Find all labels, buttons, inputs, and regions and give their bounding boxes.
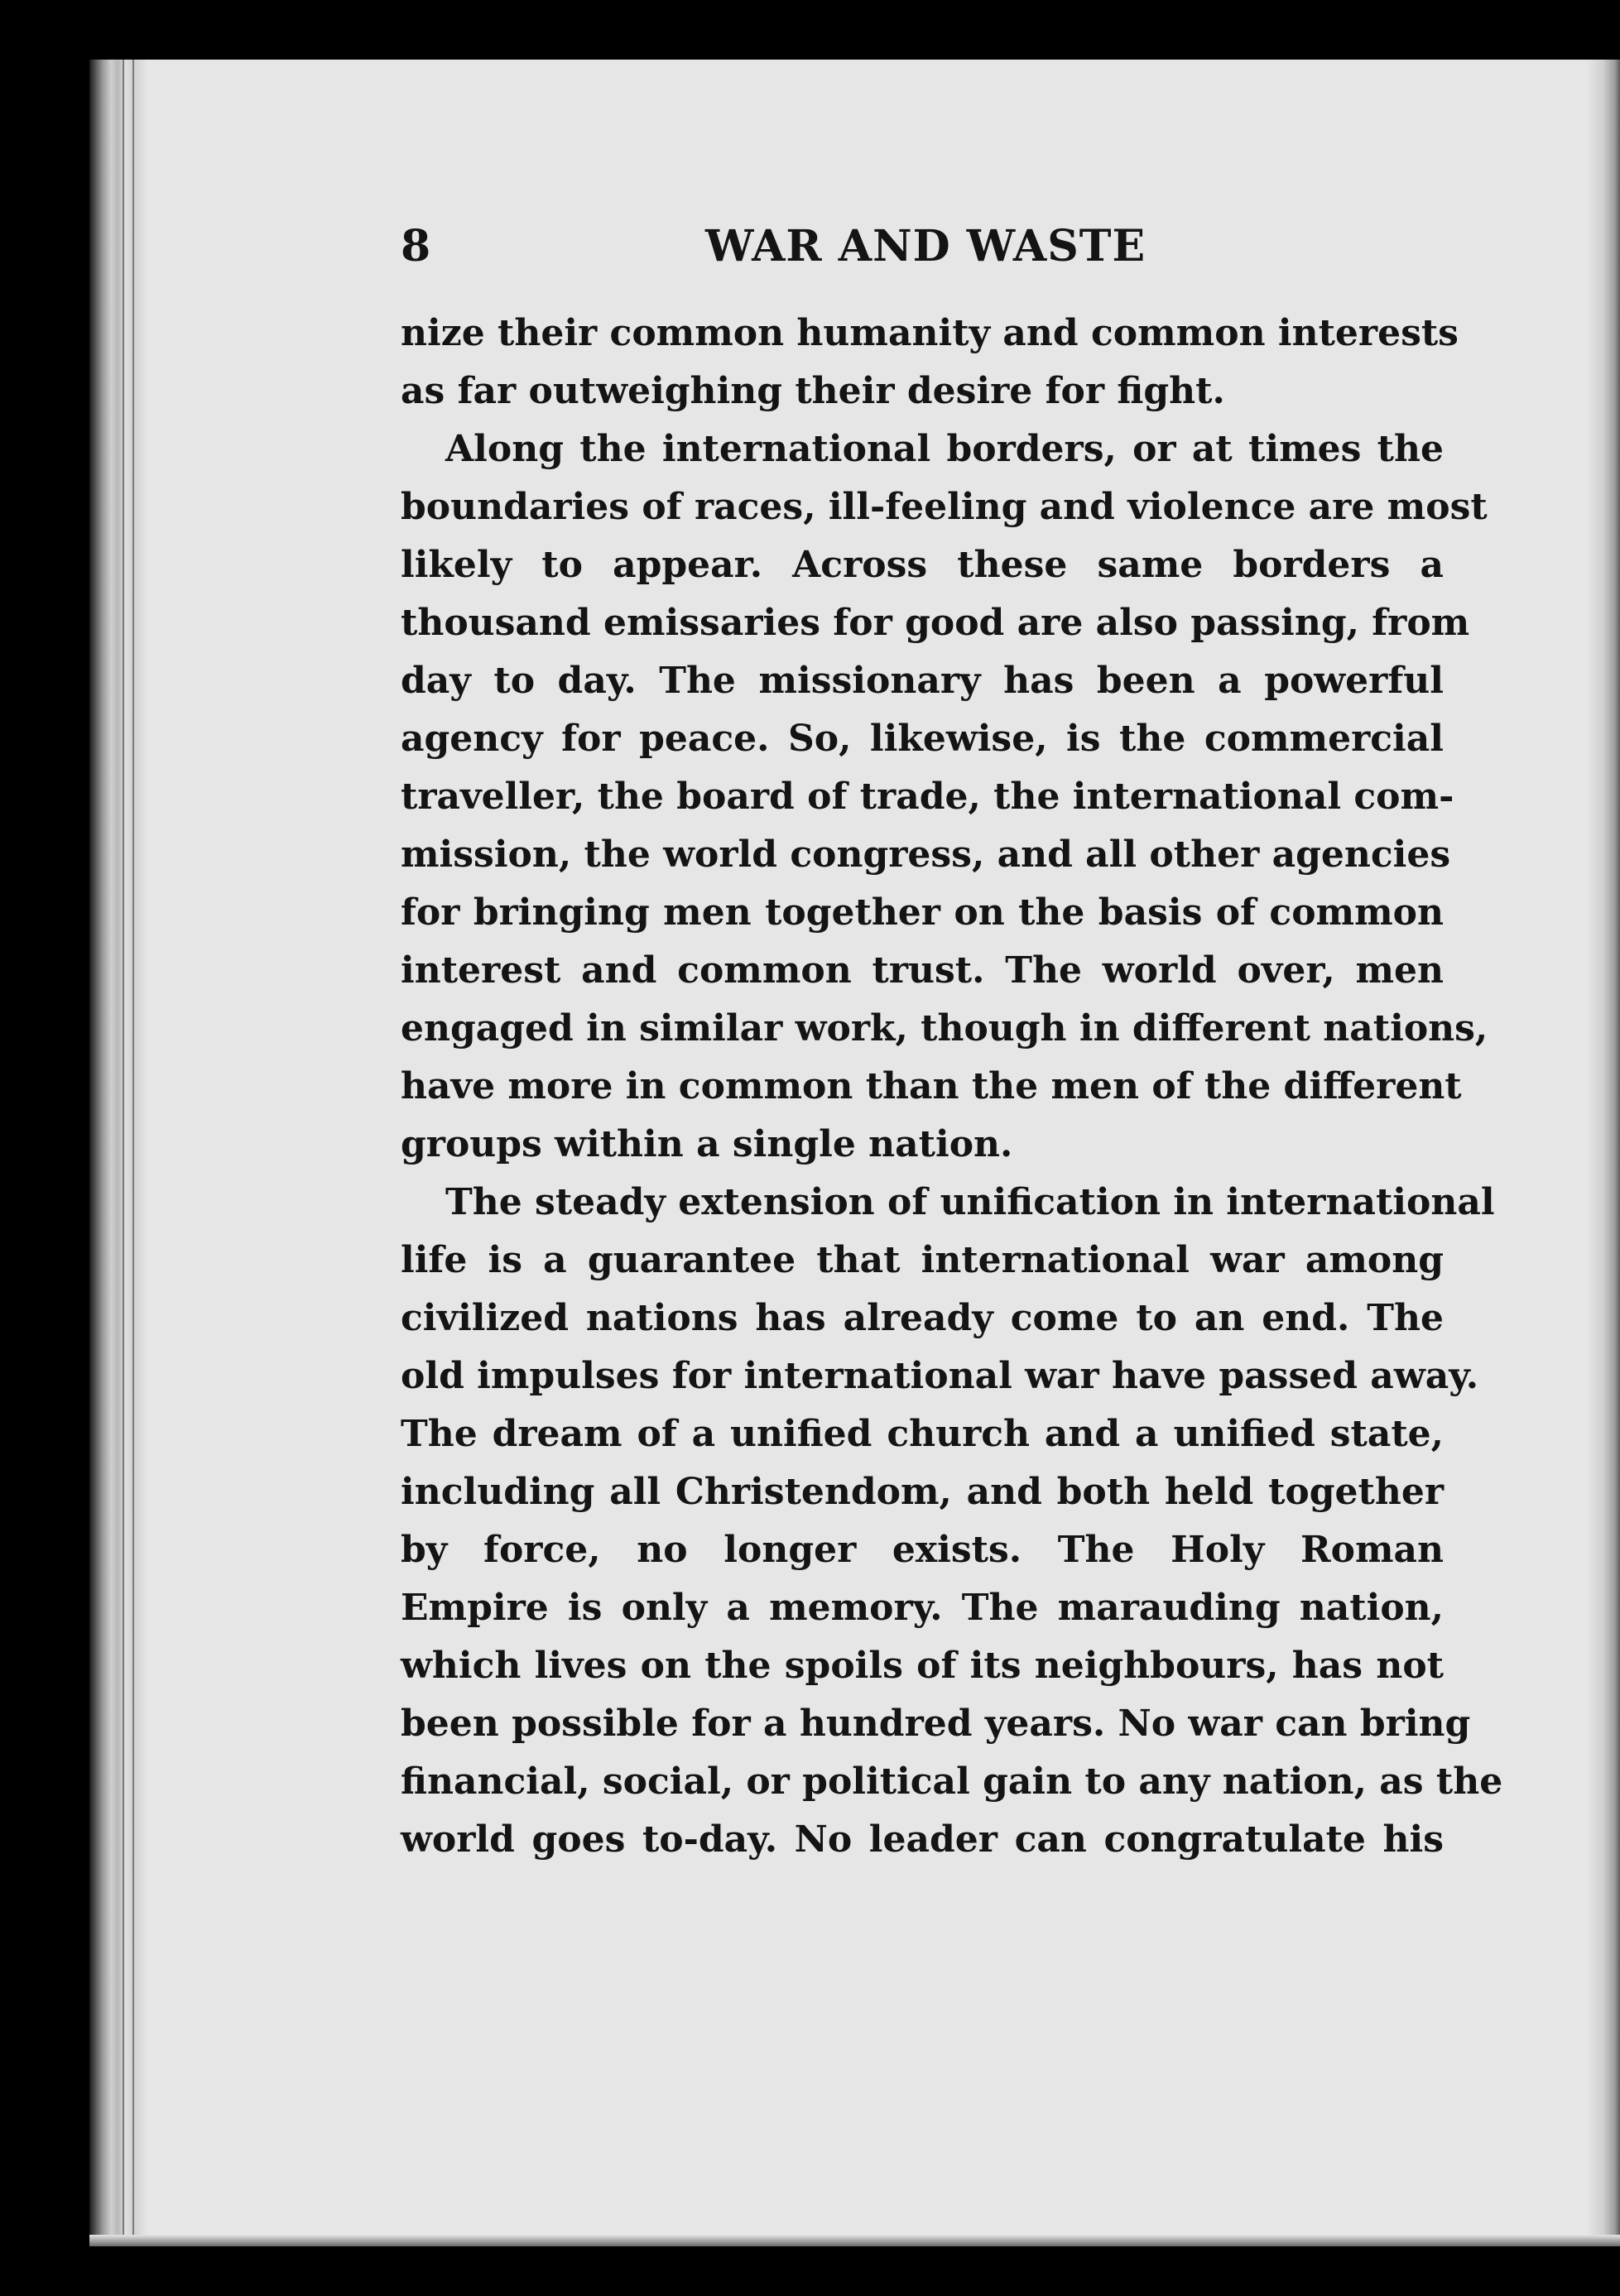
text-line: civilized nations has already come to an end. The: [401, 1297, 1444, 1339]
page-right-edge: [1587, 60, 1620, 2246]
page-bottom-edge: [89, 2235, 1620, 2246]
paragraph: [401, 420, 1488, 1174]
text-line: have more in common than the men of the different: [401, 1065, 1462, 1107]
page-number: 8: [401, 221, 431, 271]
text-line: for bringing men together on the basis of common: [401, 891, 1444, 934]
text-line: financial, social, or political gain to any nation, as the: [401, 1760, 1503, 1803]
text-line: life is a guarantee that international war among: [401, 1239, 1444, 1281]
page-binding-edge: [89, 60, 147, 2246]
text-line: The steady extension of unification in international: [445, 1181, 1495, 1223]
text-line: engaged in similar work, though in different nations,: [401, 1007, 1488, 1050]
text-line: including all Christendom, and both held together: [401, 1471, 1444, 1513]
paragraph: [401, 1174, 1503, 1869]
text-line: day to day. The missionary has been a powerful: [401, 660, 1444, 702]
text-line: interest and common trust. The world over, men: [401, 949, 1444, 992]
text-line: likely to appear. Across these same borders a: [401, 544, 1444, 586]
text-line: old impulses for international war have passed away.: [401, 1355, 1479, 1397]
text-line: traveller, the board of trade, the international com-: [401, 776, 1454, 818]
body-text: [401, 305, 1503, 1869]
running-head: [401, 214, 1444, 280]
text-line: Along the international borders, or at times the: [445, 428, 1444, 470]
text-line: boundaries of races, ill-feeling and violence are most: [401, 486, 1488, 528]
binding-line: [123, 60, 124, 2246]
text-line: nize their common humanity and common interests: [401, 312, 1459, 354]
text-line: which lives on the spoils of its neighbours, has not: [401, 1645, 1444, 1687]
text-line: groups within a single nation.: [401, 1123, 1013, 1165]
running-title: WAR AND WASTE: [705, 221, 1146, 271]
text-line: The dream of a unified church and a unified state,: [401, 1413, 1444, 1455]
binding-line: [132, 60, 134, 2246]
text-line: mission, the world congress, and all other agencies: [401, 833, 1451, 876]
text-line: agency for peace. So, likewise, is the commercial: [401, 718, 1444, 760]
text-line: by force, no longer exists. The Holy Roman: [401, 1529, 1444, 1571]
text-line: Empire is only a memory. The marauding nation,: [401, 1587, 1444, 1629]
paragraph: [401, 305, 1459, 420]
text-line: world goes to-day. No leader can congratulate his: [401, 1818, 1444, 1861]
text-line: been possible for a hundred years. No war can bring: [401, 1703, 1471, 1745]
text-line: thousand emissaries for good are also passing, from: [401, 602, 1470, 644]
text-line: as far outweighing their desire for fight.: [401, 370, 1225, 412]
